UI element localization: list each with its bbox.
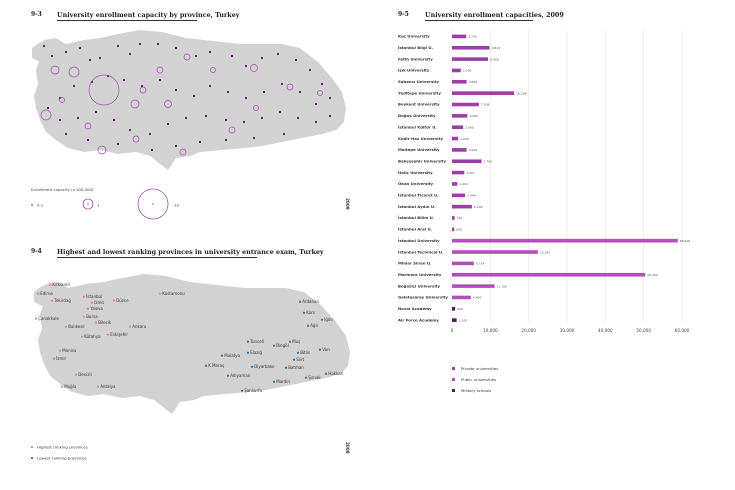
province-label: İzmit — [94, 300, 105, 305]
province-dot — [209, 51, 211, 53]
bar-value-label: 7,700 — [483, 159, 493, 164]
chart-bars — [397, 34, 690, 323]
province-label: Yalova — [90, 306, 103, 311]
province-label: Elazığ — [250, 350, 263, 355]
bar-value-label: 5,206 — [473, 204, 483, 209]
province-dot — [245, 65, 247, 67]
province-label: Ağrı — [310, 323, 319, 328]
bar-value-label: 11,100 — [496, 284, 508, 289]
province-dot — [315, 103, 317, 105]
province-label: Ankara — [132, 324, 147, 329]
province-marker-high — [65, 326, 67, 328]
bar-value-label: 1,400 — [459, 182, 468, 187]
province-label: Mardin — [276, 379, 290, 384]
bar — [452, 171, 464, 175]
bar — [452, 296, 471, 300]
bar-value-label: 3,816 — [468, 148, 478, 153]
capacity-legend-medium-label: 1 — [97, 202, 100, 208]
bar-value-label: 3,444 — [467, 193, 476, 198]
province-dot — [245, 97, 247, 99]
category-label: Beykent University — [398, 101, 440, 107]
province-marker-high — [129, 326, 131, 328]
legend-swatch-public — [452, 378, 455, 381]
province-label: Edirne — [40, 291, 53, 296]
section-9-3-title: University enrollment capacity by province, Turkey — [57, 11, 240, 19]
section-9-4-number: 9-4 — [31, 248, 42, 255]
province-dot — [73, 85, 75, 87]
province-marker-low — [303, 312, 305, 314]
province-dot — [175, 47, 177, 49]
province-dot — [261, 57, 263, 59]
province-marker-high — [51, 300, 53, 302]
province-marker-high — [83, 296, 85, 298]
province-label: Balıkesir — [68, 324, 86, 329]
category-label: Sabancı University — [398, 79, 440, 84]
highest-ranking-marker — [31, 446, 33, 448]
bar — [452, 103, 479, 107]
province-marker-low — [251, 366, 253, 368]
bar — [452, 159, 482, 163]
province-label: İzmir — [56, 356, 67, 361]
bar — [452, 69, 461, 73]
capacity-legend-large-label: 10 — [174, 202, 179, 208]
province-dot — [89, 59, 91, 61]
province-dot — [123, 79, 125, 81]
province-dot — [175, 89, 177, 91]
province-label: Düzce — [116, 298, 129, 303]
province-marker-high — [107, 334, 109, 336]
province-marker-low — [289, 341, 291, 343]
province-dot — [225, 119, 227, 121]
province-label: Tekirdağ — [54, 298, 71, 303]
bar-value-label: 800 — [457, 307, 463, 311]
category-label: Maltepe University — [398, 147, 440, 153]
province-dot — [87, 139, 89, 141]
category-label: İstanbul Ticaret U. — [398, 192, 439, 198]
province-dot — [117, 45, 119, 47]
category-label: Yeditepe University — [398, 90, 441, 96]
province-dot — [329, 97, 331, 99]
bar — [452, 307, 455, 311]
province-dot — [193, 95, 195, 97]
bar-value-label: 16,204 — [516, 91, 527, 96]
province-dot — [185, 117, 187, 119]
province-label: Eskişehir — [110, 332, 129, 337]
province-dot — [129, 129, 131, 131]
category-label: Işık University — [398, 67, 430, 73]
legend-swatch-private — [452, 367, 455, 370]
x-tick-label: 50,000 — [636, 327, 651, 333]
capacity-legend-circle-large-dot — [152, 203, 153, 204]
province-dot — [231, 55, 233, 57]
category-label: İstanbul Technical U. — [398, 249, 444, 255]
province-marker-low — [299, 301, 301, 303]
bar-value-label: 22,391 — [539, 250, 551, 255]
province-dot — [159, 79, 161, 81]
province-dot — [199, 141, 201, 143]
province-marker-high — [87, 308, 89, 310]
bar-value-label: 7,008 — [480, 102, 490, 107]
enrollment-bar-chart — [397, 30, 690, 393]
province-marker-low — [221, 355, 223, 357]
capacity-legend-circle-small — [31, 204, 33, 206]
bar-value-label: 2,900 — [465, 125, 474, 130]
bar — [452, 57, 488, 61]
province-dot — [65, 133, 67, 135]
section-9-4-year: 2008 — [345, 442, 350, 454]
province-dot — [151, 149, 153, 151]
bar-value-label: 4,000 — [469, 114, 478, 119]
bar — [452, 46, 490, 50]
province-dot — [299, 91, 301, 93]
province-marker-high — [95, 322, 97, 324]
bar-value-label: 4,900 — [472, 295, 482, 300]
province-label: Antalya — [100, 384, 116, 389]
legend-label: Private universities — [461, 366, 499, 371]
province-dot — [47, 107, 49, 109]
province-label: Van — [322, 347, 330, 352]
bar-value-label: 1,200 — [458, 318, 468, 323]
x-tick-label: 60,000 — [674, 327, 690, 333]
bar-value-label: 3,207 — [466, 170, 475, 175]
province-dot — [225, 139, 227, 141]
bar — [452, 182, 457, 186]
province-marker-high — [81, 336, 83, 338]
category-label: İstanbul Bilim U. — [398, 215, 435, 221]
capacity-legend-circle-medium-dot — [87, 203, 88, 204]
province-dot — [205, 115, 207, 117]
x-tick-label: 10,000 — [483, 327, 498, 333]
province-dot — [243, 121, 245, 123]
province-marker-low — [307, 325, 309, 327]
province-dot — [253, 137, 255, 139]
province-label: Ardahan — [302, 299, 320, 304]
category-label: Naval Academy — [398, 306, 432, 311]
category-label: Boğaziçi University — [398, 283, 441, 289]
section-9-5-title: University enrollment capacities, 2009 — [425, 11, 564, 19]
bar — [452, 228, 454, 232]
province-label: Iğdır — [324, 317, 334, 322]
province-marker-low — [247, 352, 249, 354]
province-label: Tunceli — [250, 339, 264, 344]
province-marker-low — [285, 367, 287, 369]
province-label: Adıyaman — [230, 373, 251, 378]
province-marker-high — [83, 316, 85, 318]
category-label: Marmara University — [398, 271, 442, 277]
section-9-3-year: 2009 — [345, 198, 350, 210]
province-dot — [261, 117, 263, 119]
province-marker-high — [75, 374, 77, 376]
legend-label: Military schools — [461, 388, 492, 393]
province-dot — [51, 55, 53, 57]
province-marker-low — [205, 365, 207, 367]
province-label: Bingöl — [276, 343, 289, 348]
province-dot — [175, 145, 177, 147]
province-marker-low — [293, 359, 295, 361]
province-marker-low — [297, 352, 299, 354]
chart-gridlines — [452, 30, 682, 323]
province-dot — [77, 117, 79, 119]
capacity-legend-small-label: 0.1 — [37, 202, 44, 208]
bar-value-label: 2,306 — [462, 68, 472, 73]
province-label: Batman — [288, 365, 304, 370]
category-label: Galatasaray University — [398, 294, 448, 300]
province-marker-high — [59, 350, 61, 352]
bar — [452, 239, 678, 243]
province-marker-low — [321, 319, 323, 321]
legend-swatch-military — [452, 389, 455, 392]
province-marker-high — [49, 284, 51, 286]
bar-value-label: 58,900 — [679, 238, 691, 243]
category-label: Okan University — [398, 181, 434, 187]
province-marker-low — [247, 341, 249, 343]
province-label: Bilecik — [98, 320, 112, 325]
province-marker-low — [273, 345, 275, 347]
lowest-ranking-label: Lowest ranking provinces — [37, 455, 87, 461]
bar — [452, 194, 465, 198]
province-label: İstanbul — [86, 294, 103, 299]
province-label: K.Maraş — [208, 363, 225, 368]
province-label: Diyarbakır — [254, 364, 275, 369]
province-dot — [277, 53, 279, 55]
province-dot — [315, 121, 317, 123]
province-marker-low — [241, 390, 243, 392]
province-dot — [113, 119, 115, 121]
turkey-map-capacity — [32, 30, 346, 170]
capacity-legend-title: Enrollment capacity (×100,000) — [31, 187, 94, 192]
province-marker-high — [37, 293, 39, 295]
category-label: İstanbul Kültür U. — [398, 124, 437, 130]
province-dot — [329, 115, 331, 117]
province-dot — [43, 45, 45, 47]
province-dot — [117, 143, 119, 145]
province-dot — [195, 55, 197, 57]
province-label: Kastamonu — [162, 291, 185, 296]
legend-label: Public universities — [461, 377, 497, 382]
lowest-ranking-marker — [31, 457, 33, 459]
section-9-3-number: 9-3 — [31, 11, 42, 18]
province-marker-high — [113, 300, 115, 302]
section-9-5-number: 9-5 — [398, 11, 409, 18]
province-label: Şanlıurfa — [244, 388, 262, 393]
province-label: Siirt — [296, 357, 305, 362]
bar — [452, 250, 538, 254]
province-marker-low — [319, 349, 321, 351]
category-label: İstanbul University — [398, 237, 440, 243]
province-marker-high — [61, 386, 63, 388]
province-label: Manisa — [62, 348, 77, 353]
province-dot — [279, 111, 281, 113]
province-dot — [129, 53, 131, 55]
province-dot — [263, 91, 265, 93]
province-label: Çanakkale — [38, 316, 60, 321]
bar — [452, 125, 463, 129]
province-label: Denizli — [78, 372, 92, 377]
province-marker-high — [159, 293, 161, 295]
bar-value-label: 9,813 — [491, 45, 501, 50]
bar-value-label: 3,700 — [468, 34, 477, 39]
bar — [452, 262, 474, 266]
province-dot — [157, 43, 159, 45]
x-tick-label: 0 — [450, 327, 454, 333]
province-dot — [297, 117, 299, 119]
bar — [452, 35, 466, 39]
province-dot — [167, 123, 169, 125]
bar — [452, 216, 455, 220]
chart-ticks — [451, 328, 690, 333]
province-marker-high — [91, 302, 93, 304]
turkey-landmass — [34, 30, 346, 170]
province-dot — [209, 85, 211, 87]
chart-legend — [452, 366, 498, 393]
bar — [452, 114, 467, 118]
province-label: Kars — [306, 310, 315, 315]
bar — [452, 137, 458, 141]
province-dot — [283, 133, 285, 135]
x-tick-label: 40,000 — [598, 327, 613, 333]
bar-value-label: 3,800 — [468, 80, 478, 84]
category-label: Fatih University — [398, 56, 433, 62]
bar — [452, 318, 457, 322]
category-label: İstanbul Aydın U. — [398, 203, 436, 209]
province-dot — [99, 57, 101, 59]
bar-value-label: 600 — [456, 227, 463, 232]
turkey-landmass-2 — [38, 274, 350, 414]
category-label: İstanbul Bilgi U. — [398, 44, 434, 50]
bar-value-label: 50,400 — [647, 272, 658, 277]
category-label: Doğuş University — [398, 113, 436, 119]
bar-value-label: 9,406 — [490, 57, 499, 62]
highest-ranking-label: Highest ranking provinces — [37, 444, 88, 450]
province-marker-low — [227, 375, 229, 377]
category-label: Mimar Sinan U. — [398, 260, 432, 266]
province-marker-high — [35, 318, 37, 320]
province-dot — [65, 51, 67, 53]
province-dot — [321, 83, 323, 85]
bar — [452, 273, 645, 277]
province-dot — [281, 83, 283, 85]
province-dot — [95, 111, 97, 113]
province-marker-low — [325, 373, 327, 375]
bar-value-label: 1,600 — [460, 136, 469, 141]
turkey-map-ranking — [34, 274, 350, 414]
province-marker-high — [97, 386, 99, 388]
category-label: Koç University — [398, 33, 430, 39]
province-label: Hakkari — [328, 371, 344, 376]
province-label: Bitlis — [300, 350, 310, 355]
province-marker-low — [305, 377, 307, 379]
province-dot — [309, 69, 311, 71]
province-dot — [149, 133, 151, 135]
province-dot — [139, 43, 141, 45]
x-tick-label: 20,000 — [521, 327, 536, 333]
bar — [452, 91, 514, 95]
province-marker-low — [273, 381, 275, 383]
bar — [452, 148, 467, 152]
bar-value-label: 5,714 — [475, 261, 485, 266]
category-label: Kadir Has University — [398, 135, 443, 141]
section-9-4-title: Highest and lowest ranking provinces in university entrance exam, Turkey — [57, 248, 324, 256]
province-dot — [227, 91, 229, 93]
bar-value-label: 700 — [456, 216, 463, 221]
province-label: Şırnak — [308, 375, 321, 380]
province-marker-high — [53, 358, 55, 360]
category-label: İstanbul Arel U. — [398, 226, 433, 232]
x-tick-label: 30,000 — [559, 327, 575, 333]
category-label: Air Force Academy — [398, 317, 439, 323]
province-label: Malatya — [224, 353, 241, 358]
province-dot — [79, 47, 81, 49]
province-label: Muğla — [64, 384, 77, 389]
bar — [452, 284, 495, 288]
province-dot — [295, 59, 297, 61]
province-label: Kırklareli — [52, 282, 70, 287]
bar — [452, 80, 467, 84]
category-label: Bahçeşehir University — [398, 158, 447, 164]
bar — [452, 205, 472, 209]
province-label: Bursa — [86, 314, 98, 319]
province-label: Muş — [292, 339, 301, 344]
category-label: Haliç University — [398, 169, 433, 175]
province-dot — [59, 119, 61, 121]
province-label: Kütahya — [84, 334, 101, 339]
